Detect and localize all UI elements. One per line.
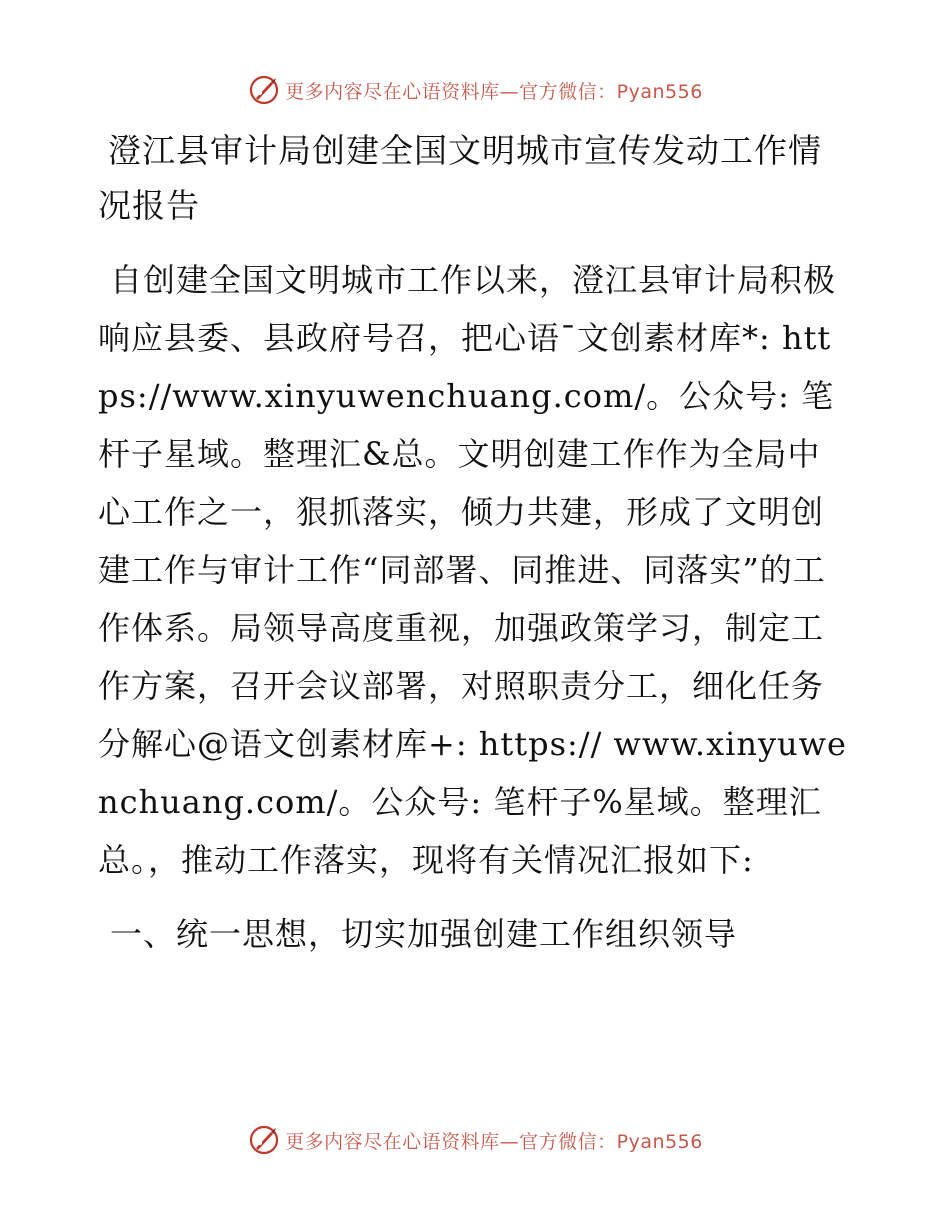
intro-paragraph: 自创建全国文明城市工作以来，澄江县审计局积极响应县委、县政府号召，把心语¯文创素材库*: https://www.xinyuwenchuang.com/。公众号: 笔杆子星域。整理汇&总。文明创建工作作为全局中心工作之一，狠抓落实，倾力共建，形成了文明创建工作与审计工作“同部署、同推进、同落实”的工作体系。局领导高度重视，加强政策学习，制定工作方案，召开会议部署，对照职责分工，细化任务分解心@语文创素材库+: https:// www.xinyuwenchuang.com/。公众号: 笔杆子%星域。整理汇总。，推动工作落实，现将有关情况汇报如下: bbox=[98, 261, 847, 879]
watermark-banner-bottom bbox=[0, 1120, 950, 1160]
watermark-banner-top bbox=[0, 70, 950, 110]
quill-logo-icon bbox=[247, 1123, 281, 1157]
quill-logo-icon bbox=[247, 73, 281, 107]
document-title: 澄江县审计局创建全国文明城市宣传发动工作情况报告 bbox=[98, 131, 822, 225]
document-body bbox=[98, 123, 850, 963]
watermark-text: 更多内容尽在心语资料库—官方微信：Pyan556 bbox=[285, 1130, 703, 1153]
section-heading: 一、统一思想，切实加强创建工作组织领导 bbox=[110, 915, 738, 953]
watermark-text: 更多内容尽在心语资料库—官方微信：Pyan556 bbox=[285, 80, 703, 103]
